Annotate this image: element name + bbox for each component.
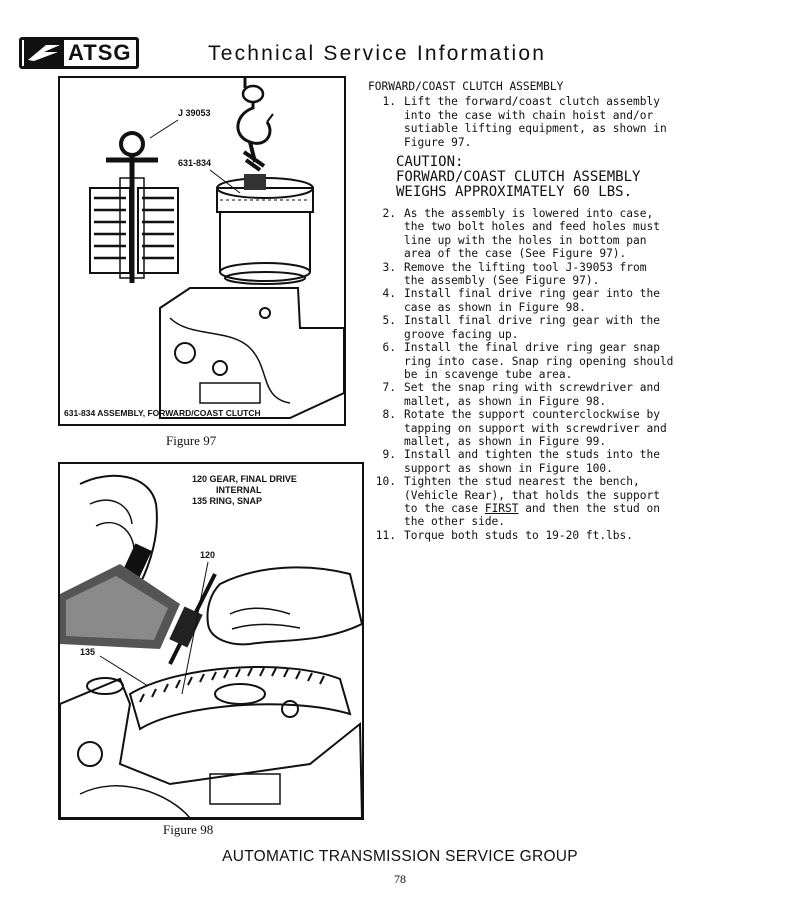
- section-title: FORWARD/COAST CLUTCH ASSEMBLY: [368, 80, 564, 93]
- step-line: Lift the forward/coast clutch assembly: [404, 95, 660, 109]
- atsg-swoosh-icon: [24, 40, 64, 66]
- step-number: 7.: [382, 381, 396, 395]
- step-line: case as shown in Figure 98.: [404, 300, 586, 314]
- step-text: [396, 381, 694, 408]
- figure-97-illustration: [58, 76, 346, 426]
- figure-98-illustration: [58, 462, 364, 820]
- step-line: line up with the holes in bottom pan: [404, 233, 647, 247]
- step-text: [396, 341, 694, 381]
- step-number: 4.: [382, 287, 396, 301]
- step-8: [368, 408, 788, 448]
- page-number: 78: [394, 872, 406, 886]
- step-line: support as shown in Figure 100.: [404, 461, 613, 475]
- label-tool-j39053: J 39053: [178, 108, 211, 118]
- step-line: be in scavenge tube area.: [404, 367, 573, 381]
- step-line: Install and tighten the studs into the: [404, 448, 660, 462]
- caution-heading: CAUTION:: [396, 154, 464, 171]
- step-line: Figure 97.: [404, 135, 472, 149]
- emphasis-first: FIRST: [484, 501, 519, 515]
- step-text: [396, 475, 694, 529]
- step-10: [368, 475, 788, 529]
- step-text-fragment: and then the stud on: [518, 501, 660, 515]
- step-line: Rotate the support counterclockwise by: [404, 408, 660, 422]
- step-line: into the case with chain hoist and/or: [404, 108, 654, 122]
- step-line: Tighten the stud nearest the bench,: [404, 475, 640, 489]
- step-line: Install the final drive ring gear snap: [404, 341, 660, 355]
- step-line: tapping on support with screwdriver and: [404, 421, 667, 435]
- step-text: [396, 314, 694, 341]
- step-text: [396, 207, 694, 261]
- step-line: the other side.: [404, 515, 506, 529]
- step-text: [396, 261, 694, 288]
- step-1: [368, 95, 788, 149]
- step-line: (Vehicle Rear), that holds the support: [404, 488, 660, 502]
- step-5: [368, 314, 788, 341]
- ring-gear-install-drawing: [60, 464, 362, 818]
- callout-135: 135: [80, 647, 96, 657]
- step-text: [396, 529, 694, 542]
- legend-ring-snap: 135 RING, SNAP: [192, 496, 263, 506]
- step-number: 5.: [382, 314, 396, 328]
- step-text: [396, 287, 694, 314]
- step-line: the two bolt holes and feed holes must: [404, 220, 660, 234]
- step-line: area of the case (See Figure 97).: [404, 247, 627, 261]
- step-line: mallet, as shown in Figure 98.: [404, 394, 607, 408]
- step-number: 1.: [382, 95, 396, 109]
- figure-98-caption: Figure 98: [163, 822, 214, 837]
- legend-gear-final-drive: 120 GEAR, FINAL DRIVE: [192, 474, 297, 484]
- step-text: [396, 448, 694, 475]
- step-line: ring into case. Snap ring opening should: [404, 354, 674, 368]
- step-line: mallet, as shown in Figure 99.: [404, 434, 607, 448]
- step-line: sutiable lifting equipment, as shown in: [404, 122, 667, 136]
- step-2: [368, 207, 788, 261]
- page-title: Technical Service Information: [208, 42, 547, 65]
- step-text-fragment: to the case: [404, 501, 485, 515]
- clutch-assembly-drawing: [60, 78, 344, 424]
- label-part-631-834: 631-834: [178, 158, 212, 168]
- step-line: the assembly (See Figure 97).: [404, 274, 600, 288]
- step-3: [368, 261, 788, 288]
- step-line: Remove the lifting tool J-39053 from: [404, 260, 647, 274]
- step-number: 6.: [382, 341, 396, 355]
- step-line: Install final drive ring gear into the: [404, 287, 660, 301]
- step-line: Install final drive ring gear with the: [404, 314, 660, 328]
- step-line: [404, 502, 694, 515]
- step-number: 3.: [382, 260, 396, 274]
- step-number: 2.: [382, 207, 396, 221]
- caution-line: FORWARD/COAST CLUTCH ASSEMBLY: [396, 169, 641, 186]
- step-6: [368, 341, 788, 381]
- instruction-column: [368, 80, 788, 542]
- footer-organization: AUTOMATIC TRANSMISSION SERVICE GROUP: [222, 848, 578, 865]
- step-line: Set the snap ring with screwdriver and: [404, 381, 660, 395]
- step-4: [368, 287, 788, 314]
- step-7: [368, 381, 788, 408]
- callout-120: 120: [200, 550, 216, 560]
- step-number: 8.: [382, 408, 396, 422]
- step-number: 9.: [382, 448, 396, 462]
- step-text: [396, 408, 694, 448]
- atsg-logo: [19, 37, 139, 69]
- step-number: 10.: [375, 475, 396, 489]
- caution-line: WEIGHS APPROXIMATELY 60 LBS.: [396, 184, 633, 201]
- step-line: Torque both studs to 19-20 ft.lbs.: [404, 528, 634, 542]
- step-line: groove facing up.: [404, 327, 519, 341]
- figure-97-legend: 631-834 ASSEMBLY, FORWARD/COAST CLUTCH: [64, 408, 261, 418]
- figure-97-caption: Figure 97: [166, 433, 217, 448]
- logo-text: ATSG: [68, 40, 132, 65]
- step-line: As the assembly is lowered into case,: [404, 207, 654, 221]
- step-number: 11.: [375, 528, 396, 542]
- step-text: [396, 95, 694, 149]
- step-9: [368, 448, 788, 475]
- legend-internal: INTERNAL: [216, 485, 262, 495]
- caution-box: [396, 155, 788, 200]
- step-list: [368, 207, 788, 542]
- step-11: [368, 529, 788, 542]
